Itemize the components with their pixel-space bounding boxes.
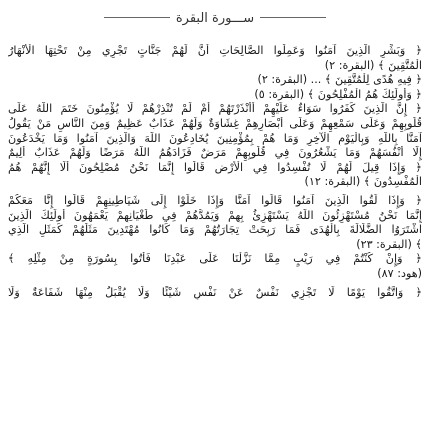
text-line: إِلَّا أَنْفُسَهُمْ وَمَا يَشْعُرُونَ فِي قُلُوبِهِمْ مَرَضٌ فَزَادَهُمُ اللَّهُ مَرَضًا وَلَهُمْ عَذَابٌ أَلِيمٌ	[8, 146, 422, 160]
text-line: ﴿ إِنَّ الَّذِينَ كَفَرُوا سَوَاءٌ عَلَيْهِمْ أَأَنْذَرْتَهُمْ أَمْ لَمْ تُنْذِرْهُمْ لَا يُؤْمِنُونَ خَتَمَ اللَّهُ عَلَى	[8, 102, 422, 116]
text-line: الْمُتَّقِينَ ﴾ (البقرة: ٢)	[324, 58, 422, 72]
text-line: ﴿ وَاتَّقُوا يَوْمًا لَا تَجْزِي نَفْسٌ عَنْ نَفْسٍ شَيْئًا وَلَا يُقْبَلُ مِنْهَا شَفَاعَةٌ وَلَا	[8, 285, 422, 299]
page-header	[8, 4, 422, 32]
text-line: ﴾ (البقرة: ٢٣)	[356, 237, 422, 251]
text-line: ﴿ وَإِنْ كُنْتُمْ فِي رَيْبٍ مِمَّا نَزَّلْنَا عَلَى عَبْدِنَا فَأْتُوا بِسُورَةٍ مِنْ مِثْلِهِ ﴾	[8, 252, 422, 266]
text-line: إِنَّمَا نَحْنُ مُسْتَهْزِئُونَ اللَّهُ يَسْتَهْزِئُ بِهِمْ وَيَمُدُّهُمْ فِي طُغْيَانِهِمْ يَعْمَهُونَ أُولَئِكَ الَّذِينَ	[8, 208, 422, 222]
text-line: آمَنَّا بِاللَّهِ وَبِالْيَوْمِ الْآخِرِ وَمَا هُمْ بِمُؤْمِنِينَ يُخَادِعُونَ اللَّهَ وَالَّذِينَ آمَنُوا وَمَا يَخْدَعُونَ	[8, 131, 422, 145]
text-line: قُلُوبِهِمْ وَعَلَى سَمْعِهِمْ وَعَلَى أَبْصَارِهِمْ غِشَاوَةٌ وَلَهُمْ عَذَابٌ عَظِيمٌ وَمِنَ النَّاسِ مَنْ يَقُولُ	[8, 116, 422, 130]
text-line: ﴿ وَبَشِّرِ الَّذِينَ آمَنُوا وَعَمِلُوا الصَّالِحَاتِ أَنَّ لَهُمْ جَنَّاتٍ تَجْرِي مِنْ تَحْتِهَا الْأَنْهَارُ	[8, 44, 422, 57]
text-line: الْمُفْسِدُونَ ﴾ (البقرة: ١٢)	[304, 175, 422, 189]
text-line: ﴿ وَإِذَا لَقُوا الَّذِينَ آمَنُوا قَالُوا آمَنَّا وَإِذَا خَلَوْا إِلَى شَيَاطِينِهِمْ قَالُوا إِنَّا مَعَكُمْ	[8, 193, 422, 207]
text-line: ﴿ وَإِذَا قِيلَ لَهُمْ لَا تُفْسِدُوا فِي الْأَرْضِ قَالُوا إِنَّمَا نَحْنُ مُصْلِحُونَ أَلَا إِنَّهُمْ هُمُ	[8, 160, 422, 174]
text-line: (هود: ٨٧)	[377, 266, 422, 280]
text-line: ﴿ فِيهِ هُدًى لِلْمُتَّقِينَ ﴾ ... (البقرة: ٢)	[257, 73, 422, 87]
text-body	[8, 44, 422, 300]
text-line: اشْتَرَوُا الضَّلَالَةَ بِالْهُدَى فَمَا رَبِحَتْ تِجَارَتُهُمْ وَمَا كَانُوا مُهْتَدِينَ مَثَلُهُمْ كَمَثَلِ الَّذِي	[8, 223, 422, 237]
text-line: ﴿ وَأُولَئِكَ هُمُ الْمُفْلِحُونَ ﴾ (البقرة: ٥)	[254, 87, 422, 101]
header-title: ســـورة البقرة	[170, 11, 260, 26]
